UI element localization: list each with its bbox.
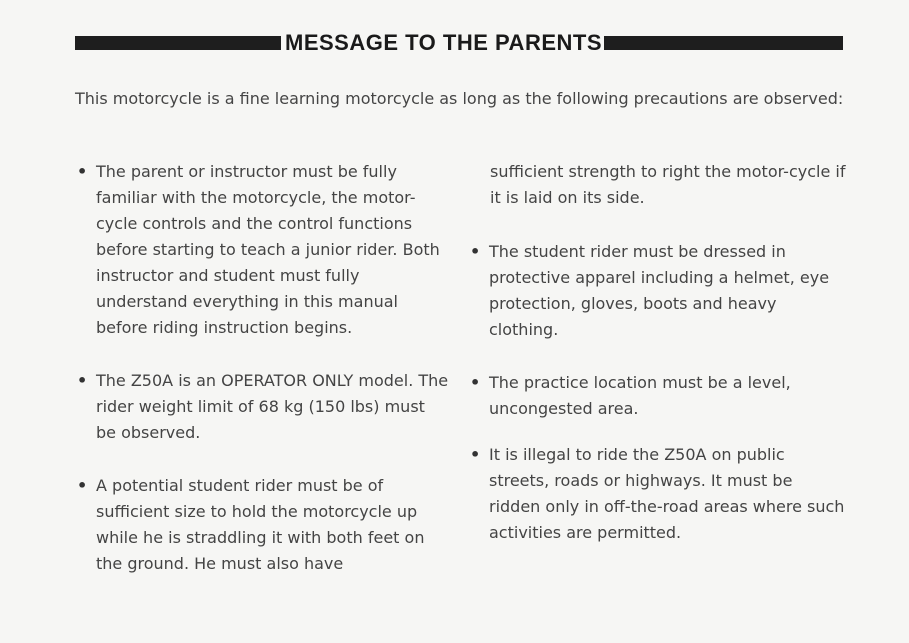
bullet-icon: • [77, 476, 88, 495]
header-bar-right [604, 36, 843, 50]
bullet-icon: • [77, 162, 88, 181]
bullet-text: The Z50A is an OPERATOR ONLY model. The rider weight limit of 68 kg (150 lbs) must be observed. [96, 371, 449, 442]
bullet-item [470, 239, 846, 343]
left-column [77, 159, 449, 577]
bullet-icon: • [470, 445, 481, 464]
bullet-item [470, 370, 846, 422]
bullet-text: A potential student rider must be of sufficient size to hold the motorcycle up while he is straddling it with both feet on the ground. He must also have [96, 476, 425, 573]
right-column [470, 159, 846, 546]
bullet-icon: • [470, 373, 481, 392]
bullet-text: The parent or instructor must be fully familiar with the motorcycle, the motor-cycle controls and the control functions before starting to teach a junior rider. Both instructor and student must fully understand everything in this manual before riding instruction begins. [96, 162, 440, 337]
bullet-text: It is illegal to ride the Z50A on public streets, roads or highways. It must be ridden only in off-the-road areas where such activities are permitted. [489, 445, 845, 542]
bullet-item [77, 159, 449, 341]
header-bar-left [75, 36, 281, 50]
bullet-item [77, 368, 449, 446]
bullet-icon: • [470, 242, 481, 261]
page-title: MESSAGE TO THE PARENTS [285, 30, 603, 55]
bullet-icon: • [77, 371, 88, 390]
bullet-item [77, 473, 449, 577]
bullet-text: The practice location must be a level, uncongested area. [489, 373, 791, 418]
section-header [75, 28, 843, 58]
continued-text: sufficient strength to right the motor-cycle if it is laid on its side. [490, 162, 846, 207]
intro-paragraph: This motorcycle is a fine learning motorcycle as long as the following precautions are observed: [75, 89, 844, 108]
bullet-text: The student rider must be dressed in protective apparel including a helmet, eye protection, gloves, boots and heavy clothing. [489, 242, 830, 339]
bullet-item [470, 442, 846, 546]
